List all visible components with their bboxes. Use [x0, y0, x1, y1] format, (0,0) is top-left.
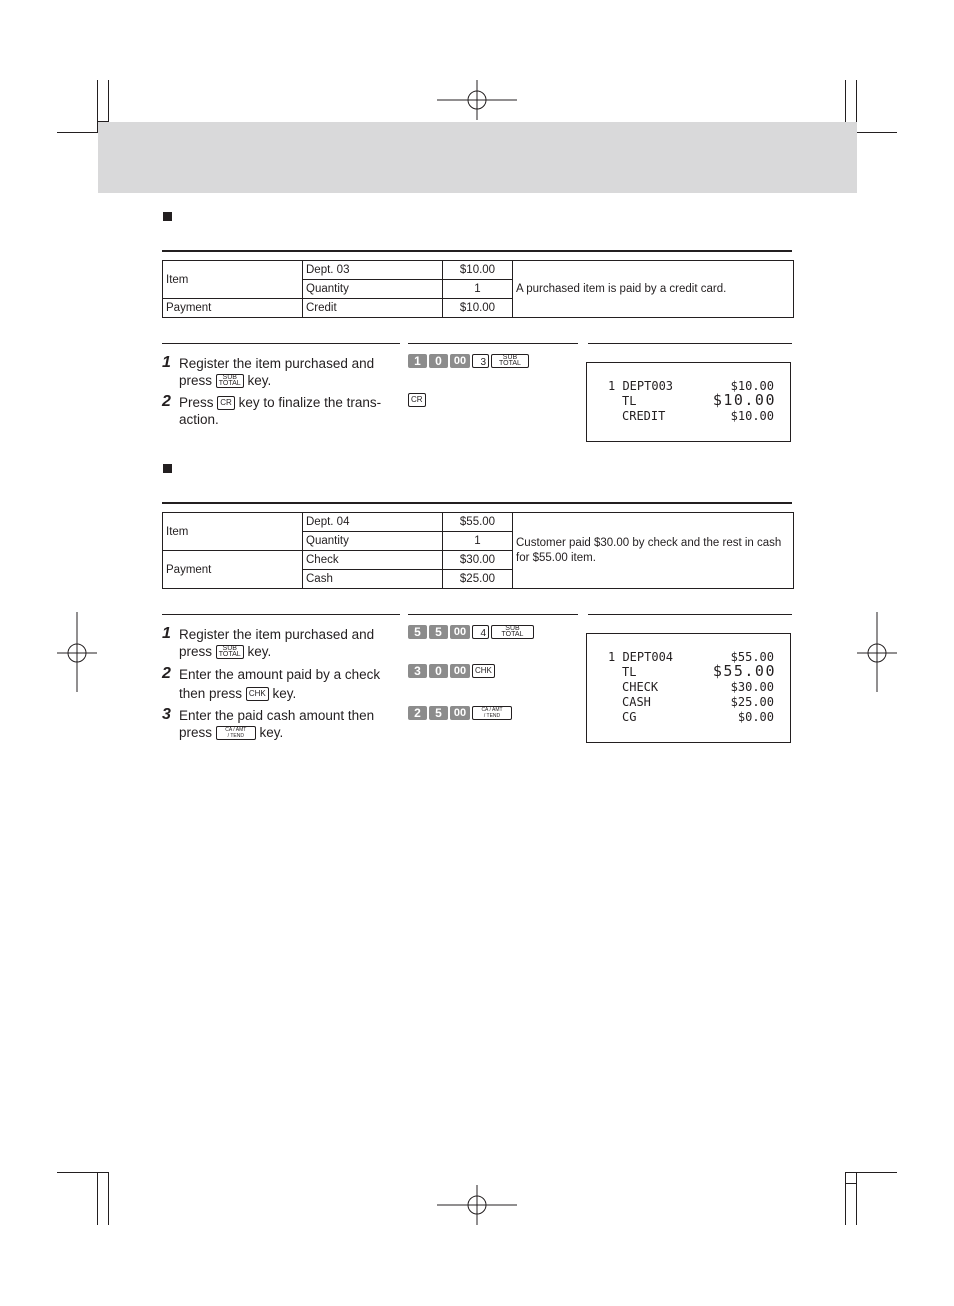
- registration-mark-icon: [857, 612, 897, 692]
- step-text: Enter the paid cash amount then press: [179, 708, 375, 740]
- subtotal-key-icon: SUB TOTAL: [216, 645, 244, 659]
- numeric-key-icon: 2: [408, 706, 427, 720]
- numeric-key-icon: 00: [450, 706, 470, 720]
- step-number: 1: [162, 625, 171, 642]
- column-rule: [162, 614, 400, 615]
- registration-mark-icon: [437, 1185, 517, 1225]
- dept-key-icon: 3: [472, 354, 489, 368]
- receipt-line-right: $30.00: [730, 680, 774, 694]
- condition-description: Customer paid $30.00 by check and the rest in cash for $55.00 item.: [513, 513, 794, 589]
- payment-method: Cash: [303, 570, 443, 589]
- step-text-end: key.: [247, 373, 272, 388]
- receipt-line-left: TL: [622, 394, 637, 408]
- cr-key-icon: CR: [408, 393, 426, 407]
- step-text-end: key.: [272, 686, 297, 701]
- column-rule: [588, 343, 792, 344]
- step-text-end: key.: [247, 644, 272, 659]
- receipt-printout: [586, 633, 791, 743]
- receipt-line-left: 1 DEPT003: [608, 379, 674, 393]
- receipt-printout: [586, 362, 791, 442]
- step-text: Register the item purchased and press: [179, 356, 375, 388]
- receipt-line-left: CASH: [622, 695, 651, 709]
- step-text-end: key.: [259, 725, 284, 740]
- item-label: Item: [163, 513, 303, 551]
- section-rule: [162, 502, 792, 504]
- key-sequence: [408, 352, 529, 370]
- quantity-label: Quantity: [303, 532, 443, 551]
- key-sequence: [408, 662, 495, 680]
- numeric-key-icon: 0: [429, 664, 448, 678]
- receipt-total: $55.00: [712, 662, 776, 680]
- step-number: 2: [162, 393, 171, 410]
- dept-name: Dept. 04: [303, 513, 443, 532]
- numeric-key-icon: 3: [408, 664, 427, 678]
- numeric-key-icon: 1: [408, 354, 427, 368]
- header-band: [98, 122, 857, 193]
- key-sequence: [408, 623, 534, 641]
- receipt-total: $10.00: [712, 391, 776, 409]
- receipt-line-left: CG: [622, 710, 637, 724]
- subtotal-key-icon: SUB TOTAL: [491, 625, 534, 639]
- numeric-key-icon: 5: [408, 625, 427, 639]
- step-text: Register the item purchased and press: [179, 627, 375, 659]
- receipt-line-right: $10.00: [730, 379, 774, 393]
- receipt-line-left: 1 DEPT004: [608, 650, 674, 664]
- payment-method: Credit: [303, 299, 443, 318]
- step-text-end: key to finalize the trans-action.: [179, 395, 382, 427]
- tend-key-icon: CA / AMT / TEND: [472, 706, 512, 720]
- receipt-line-left: TL: [622, 665, 637, 679]
- column-rule: [408, 343, 578, 344]
- quantity-label: Quantity: [303, 280, 443, 299]
- column-rule: [162, 343, 400, 344]
- step-number: 3: [162, 706, 171, 723]
- payment-amount: $10.00: [443, 299, 513, 318]
- cr-key-icon: CR: [217, 396, 235, 410]
- chk-key-icon: CHK: [246, 687, 269, 701]
- payment-amount: $30.00: [443, 551, 513, 570]
- step-number: 2: [162, 665, 171, 682]
- tend-key-icon: CA / AMT / TEND: [216, 726, 256, 740]
- numeric-key-icon: 00: [450, 625, 470, 639]
- section-bullet-icon: [163, 212, 172, 221]
- receipt-line-right: $25.00: [730, 695, 774, 709]
- step-text: Enter the amount paid by a check then press: [179, 667, 381, 701]
- condition-table: [162, 260, 794, 318]
- dept-key-icon: 4: [472, 625, 489, 639]
- column-rule: [588, 614, 792, 615]
- payment-label: Payment: [163, 299, 303, 318]
- subtotal-key-icon: SUB TOTAL: [491, 354, 529, 368]
- payment-method: Check: [303, 551, 443, 570]
- receipt-line-right: $55.00: [730, 650, 774, 664]
- receipt-line-left: CHECK: [622, 680, 659, 694]
- dept-price: $10.00: [443, 261, 513, 280]
- registration-mark-icon: [57, 612, 97, 692]
- key-sequence: [408, 704, 512, 722]
- dept-price: $55.00: [443, 513, 513, 532]
- payment-amount: $25.00: [443, 570, 513, 589]
- step-number: 1: [162, 354, 171, 371]
- numeric-key-icon: 5: [429, 625, 448, 639]
- step-text: Press: [179, 395, 214, 410]
- numeric-key-icon: 00: [450, 664, 470, 678]
- receipt-line-right: $10.00: [730, 409, 774, 423]
- numeric-key-icon: 00: [450, 354, 470, 368]
- key-sequence: [408, 391, 426, 409]
- chk-key-icon: CHK: [472, 664, 495, 678]
- receipt-line-right: $0.00: [737, 710, 774, 724]
- condition-description: A purchased item is paid by a credit card.: [513, 261, 794, 318]
- quantity-value: 1: [443, 532, 513, 551]
- dept-name: Dept. 03: [303, 261, 443, 280]
- receipt-line-left: CREDIT: [622, 409, 666, 423]
- section-rule: [162, 250, 792, 252]
- subtotal-key-icon: SUB TOTAL: [216, 374, 244, 388]
- section-bullet-icon: [163, 464, 172, 473]
- condition-table: [162, 512, 794, 589]
- item-label: Item: [163, 261, 303, 299]
- quantity-value: 1: [443, 280, 513, 299]
- numeric-key-icon: 5: [429, 706, 448, 720]
- payment-label: Payment: [163, 551, 303, 589]
- numeric-key-icon: 0: [429, 354, 448, 368]
- column-rule: [408, 614, 578, 615]
- registration-mark-icon: [437, 80, 517, 120]
